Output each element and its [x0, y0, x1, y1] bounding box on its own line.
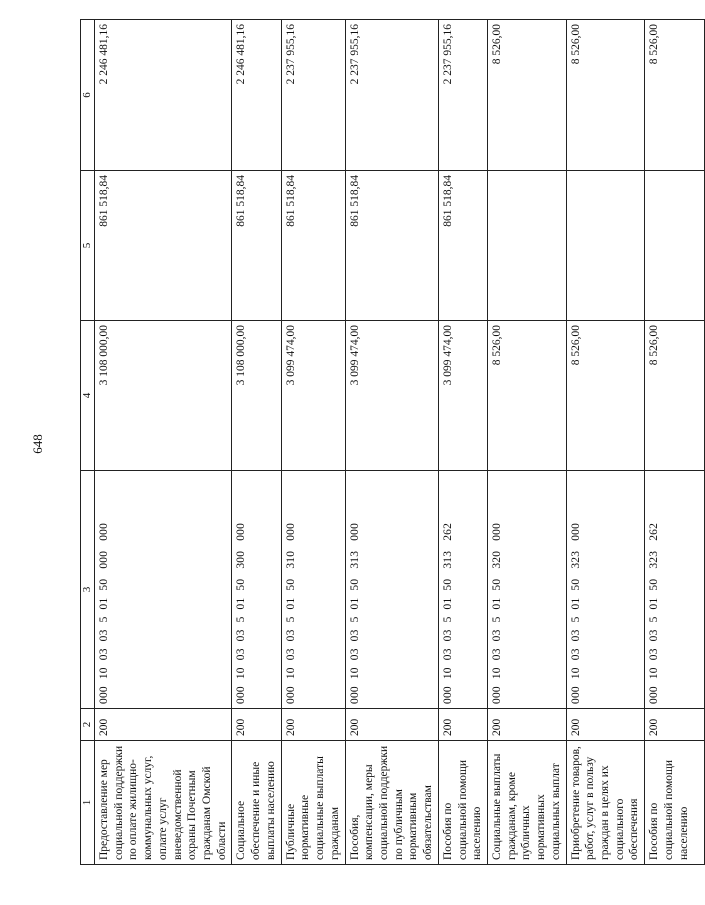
- row-value-col6: 2 246 481,16: [232, 20, 281, 171]
- code-segment: 000: [569, 686, 582, 704]
- column-header: 1: [81, 741, 95, 865]
- row-name: Пособия, компенсации, меры социальной поддержки по публичным нормативным обязательствам: [345, 741, 438, 865]
- row-value-col6: 8 526,00: [566, 20, 645, 171]
- code-segment: 000: [235, 686, 248, 704]
- code-segment: 03: [569, 629, 582, 642]
- column-number-row: [81, 20, 95, 865]
- row-value-col6: 8 526,00: [645, 20, 705, 171]
- row-value-col5: 861 518,84: [345, 171, 438, 321]
- table-row: [645, 20, 705, 865]
- code-segment: 03: [348, 629, 361, 642]
- row-value-col4: 3 108 000,00: [95, 321, 232, 471]
- code-segment: 5: [490, 616, 503, 623]
- budget-table: [80, 19, 705, 865]
- code-segment: 50: [235, 578, 248, 591]
- row-value-col5: 861 518,84: [95, 171, 232, 321]
- code-segment: 01: [284, 597, 297, 610]
- code-segment: 50: [490, 578, 503, 591]
- column-header: 2: [81, 709, 95, 741]
- code-segment: 50: [441, 578, 454, 591]
- row-value-col5: [487, 171, 566, 321]
- code-segment: 01: [490, 597, 503, 610]
- code-segment: 03: [490, 648, 503, 661]
- code-segment: 000: [648, 686, 661, 704]
- row-value-col4: 8 526,00: [566, 321, 645, 471]
- code-segment: 03: [235, 629, 248, 642]
- table-row: [487, 20, 566, 865]
- code-segment: 262: [648, 522, 661, 541]
- table-row: [281, 20, 345, 865]
- code-segment: 03: [348, 648, 361, 661]
- code-segment: 03: [490, 629, 503, 642]
- code-segment: 262: [441, 522, 454, 541]
- row-name: Публичные нормативные социальные выплаты гражданам: [281, 741, 345, 865]
- code-segment: 000: [441, 686, 454, 704]
- code-segment: 10: [235, 667, 248, 680]
- code-segment: 10: [569, 667, 582, 680]
- row-code-col3: [345, 471, 438, 709]
- row-value-col5: 861 518,84: [281, 171, 345, 321]
- code-segment: 03: [98, 648, 110, 661]
- code-segment: 10: [98, 667, 110, 680]
- code-segment: 50: [98, 578, 110, 591]
- code-segment: 000: [490, 522, 503, 541]
- row-code-col3: [487, 471, 566, 709]
- table-row: [95, 20, 232, 865]
- row-code-col2: 200: [438, 709, 487, 741]
- code-segment: 313: [441, 550, 454, 569]
- row-code-col3: [232, 471, 281, 709]
- code-segment: 000: [569, 522, 582, 541]
- row-code-col3: [281, 471, 345, 709]
- code-segment: 000: [98, 550, 110, 569]
- row-code-col2: 200: [645, 709, 705, 741]
- row-value-col4: 3 099 474,00: [438, 321, 487, 471]
- column-header: 4: [81, 321, 95, 471]
- row-value-col5: 861 518,84: [438, 171, 487, 321]
- code-segment: 000: [490, 686, 503, 704]
- row-name: Социальное обеспечение и иные выплаты населению: [232, 741, 281, 865]
- code-segment: 000: [235, 522, 248, 541]
- code-segment: 5: [348, 616, 361, 623]
- row-name: Приобретение товаров, работ, услуг в пользу граждан в целях их социального обеспечения: [566, 741, 645, 865]
- code-segment: 323: [569, 550, 582, 569]
- table-row: [232, 20, 281, 865]
- row-value-col4: 8 526,00: [645, 321, 705, 471]
- row-code-col2: 200: [345, 709, 438, 741]
- row-code-col3: [438, 471, 487, 709]
- code-segment: 03: [284, 648, 297, 661]
- row-value-col5: [566, 171, 645, 321]
- row-value-col6: 2 246 481,16: [95, 20, 232, 171]
- row-name: Социальные выплаты гражданам, кроме публичных нормативных социальных выплат: [487, 741, 566, 865]
- code-segment: 01: [569, 597, 582, 610]
- row-code-col2: 200: [566, 709, 645, 741]
- row-code-col3: [645, 471, 705, 709]
- row-value-col4: 3 099 474,00: [281, 321, 345, 471]
- column-header: 3: [81, 471, 95, 709]
- code-segment: 03: [284, 629, 297, 642]
- code-segment: 313: [348, 550, 361, 569]
- code-segment: 01: [441, 597, 454, 610]
- code-segment: 323: [648, 550, 661, 569]
- column-header: 5: [81, 171, 95, 321]
- code-segment: 10: [648, 667, 661, 680]
- code-segment: 10: [284, 667, 297, 680]
- code-segment: 000: [284, 522, 297, 541]
- row-value-col6: 2 237 955,16: [438, 20, 487, 171]
- row-code-col2: 200: [281, 709, 345, 741]
- row-code-col2: 200: [487, 709, 566, 741]
- row-value-col4: 8 526,00: [487, 321, 566, 471]
- table-row: [345, 20, 438, 865]
- row-code-col3: [95, 471, 232, 709]
- code-segment: 03: [441, 648, 454, 661]
- code-segment: 000: [348, 522, 361, 541]
- code-segment: 03: [235, 648, 248, 661]
- code-segment: 01: [648, 597, 661, 610]
- row-value-col5: [645, 171, 705, 321]
- row-value-col6: 2 237 955,16: [345, 20, 438, 171]
- code-segment: 5: [648, 616, 661, 623]
- table-row: [438, 20, 487, 865]
- code-segment: 10: [348, 667, 361, 680]
- code-segment: 01: [98, 597, 110, 610]
- code-segment: 03: [441, 629, 454, 642]
- row-code-col2: 200: [232, 709, 281, 741]
- code-segment: 50: [569, 578, 582, 591]
- code-segment: 000: [98, 686, 110, 704]
- code-segment: 320: [490, 550, 503, 569]
- code-segment: 03: [569, 648, 582, 661]
- code-segment: 310: [284, 550, 297, 569]
- column-header: 6: [81, 20, 95, 171]
- code-segment: 50: [348, 578, 361, 591]
- rotated-table-container: [80, 20, 690, 865]
- row-value-col6: 2 237 955,16: [281, 20, 345, 171]
- code-segment: 000: [348, 686, 361, 704]
- code-segment: 5: [235, 616, 248, 623]
- table-row: [566, 20, 645, 865]
- row-code-col3: [566, 471, 645, 709]
- row-value-col5: 861 518,84: [232, 171, 281, 321]
- code-segment: 10: [441, 667, 454, 680]
- code-segment: 300: [235, 550, 248, 569]
- row-value-col4: 3 099 474,00: [345, 321, 438, 471]
- code-segment: 000: [98, 522, 110, 541]
- code-segment: 01: [235, 597, 248, 610]
- row-name: Пособия по социальной помощи населению: [438, 741, 487, 865]
- row-value-col6: 8 526,00: [487, 20, 566, 171]
- code-segment: 000: [284, 686, 297, 704]
- row-code-col2: 200: [95, 709, 232, 741]
- code-segment: 03: [98, 629, 110, 642]
- code-segment: 50: [648, 578, 661, 591]
- row-value-col4: 3 108 000,00: [232, 321, 281, 471]
- code-segment: 03: [648, 648, 661, 661]
- page-number: 648: [30, 434, 45, 454]
- code-segment: 5: [98, 616, 110, 623]
- code-segment: 03: [648, 629, 661, 642]
- row-name: Предоставление мер социальной поддержки по оплате жилищно-коммунальных услуг, оплате услуг вневедомственной охраны Почетным гражданам Омской области: [95, 741, 232, 865]
- code-segment: 5: [569, 616, 582, 623]
- code-segment: 5: [284, 616, 297, 623]
- code-segment: 01: [348, 597, 361, 610]
- code-segment: 10: [490, 667, 503, 680]
- row-name: Пособия по социальной помощи населению: [645, 741, 705, 865]
- code-segment: 50: [284, 578, 297, 591]
- code-segment: 5: [441, 616, 454, 623]
